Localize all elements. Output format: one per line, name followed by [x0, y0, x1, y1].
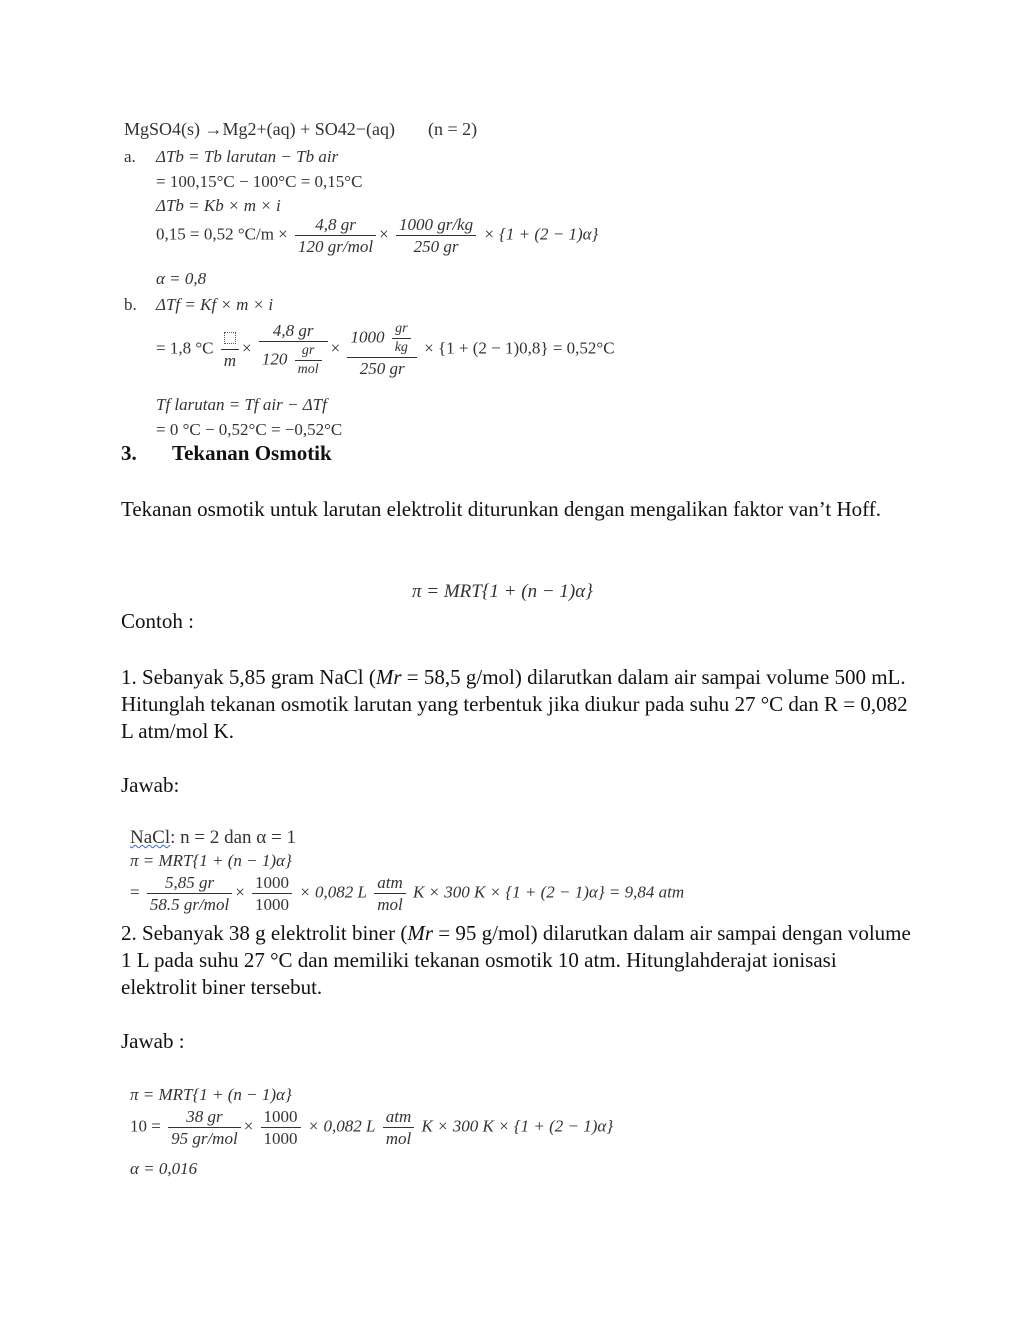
part-a-line-2: = 100,15°C − 100°C = 0,15°C: [156, 172, 363, 191]
fraction-mass-b-denominator: 120 $\frac{gr}{\text{mol}}$: [259, 342, 328, 377]
fraction-volume: [396, 216, 476, 255]
answer-2-label: Jawab :: [121, 1029, 185, 1053]
part-a-line-3: ΔTb = Kb × m × i: [156, 196, 281, 215]
question-2: 2. Sebanyak 38 g elektrolit biner (Mr = 95 g/mol) dilarutkan dalam air sampai dengan volume 1 L pada suhu 27 °C dan memiliki tekanan osmotik 10 atm. Hitunglahderajat ionisasi elektrolit biner tersebut.: [121, 921, 911, 999]
fraction-m: m: [223, 351, 237, 370]
fraction-mass-b-numerator: 4,8 gr: [259, 322, 328, 342]
fraction-mass-denominator: 120 gr/mol: [298, 237, 374, 256]
part-b-line-2-rhs: × {1 + (2 − 1)0,8} = 0,52°C: [424, 338, 615, 358]
fraction-volume-b-numerator: 1000 $\frac{gr}{kg}$: [347, 322, 416, 358]
ionization-solution-block: [0, 1080, 1024, 1190]
part-a-result: α = 0,8: [156, 269, 207, 288]
part-b-line-4: = 0 °C − 0,52°C = −0,52°C: [156, 420, 343, 439]
osmotic-pressure-formula: π = MRT{1 + (n − 1)α}: [412, 581, 593, 602]
mgso4-solution-block: [0, 0, 1024, 440]
ion-fraction-volume: $\frac{1000}{1000}$: [261, 1108, 301, 1147]
fraction-volume-numerator: 1000 gr/kg: [396, 216, 476, 236]
fraction-mass-numerator: 4,8 gr: [295, 216, 376, 236]
nacl-solution-block: [0, 820, 1024, 920]
ion-fraction-mass: $\frac{38 gr}{\text{95 gr/mol}}$: [168, 1108, 241, 1147]
nacl-fraction-mass: $\frac{5,85 gr}{\text{58.5 gr/mol}}$: [147, 874, 232, 913]
nacl-word: NaCl: [130, 827, 171, 848]
section-title: Tekanan Osmotik: [172, 441, 332, 465]
reaction-equation: MgSO4(s) →Mg2+(aq) + SO42−(aq): [124, 119, 395, 139]
fraction-volume-denominator: 250 gr: [413, 237, 459, 256]
nacl-line-1: NaCl: n = 2 dan α = 1: [130, 827, 296, 848]
fraction-mass: [295, 216, 376, 255]
section-number: 3.: [121, 441, 137, 465]
part-a-line-4: 0,15 = 0,52 °C/m × $\frac{4,8 gr}{\text{120 gr/mol}}$ × $\frac{1000 gr/kg}{250 gr}$ × {1 + (2 − 1)α}: [156, 215, 599, 256]
part-b-label: b.: [124, 295, 137, 314]
ion-line-2: 10 = $\frac{38 gr}{\text{95 gr/mol}}$ × $\frac{1000}{1000}$ × 0,082 L $\frac{\text{atm}}{\text{mol}}$ K × 300 K × {1 + (2 − 1)α}: [130, 1107, 614, 1148]
question-1: 1. Sebanyak 5,85 gram NaCl (Mr = 58,5 g/mol) dilarutkan dalam air sampai volume 500 mL. Hitunglah tekanan osmotik larutan yang terbentuk jika diukur pada suhu 27 °C dan R = 0,082 L atm/mol K.: [121, 665, 908, 743]
part-a-line-1: ΔTb = Tb larutan − Tb air: [156, 147, 339, 166]
ion-line-1: π = MRT{1 + (n − 1)α}: [130, 1085, 292, 1104]
fraction-placeholder-over-m: [221, 330, 239, 369]
answer-1-label: Jawab:: [121, 773, 180, 797]
nacl-line-2: π = MRT{1 + (n − 1)α}: [130, 851, 292, 870]
part-a-line-4-rhs: × {1 + (2 − 1)α}: [483, 224, 599, 244]
nacl-line-3: = $\frac{5,85 gr}{\text{58.5 gr/mol}}$ × $\frac{1000}{1000}$ × 0,082 L $\frac{\text{atm}}{\text{mol}}$ K × 300 K × {1 + (2 − 1)α} = 9,84 atm: [130, 873, 685, 914]
fraction-volume-b-denominator: 250 gr: [359, 359, 405, 378]
contoh-label: Contoh :: [121, 609, 194, 633]
part-b-line-1: ΔTf = Kf × m × i: [156, 295, 274, 314]
n-note: (n = 2): [428, 119, 478, 139]
part-a-line-4-lhs: 0,15 = 0,52 °C/m ×: [156, 224, 288, 244]
part-b-line-2-lhs: = 1,8 °C: [156, 338, 214, 358]
part-b-line-2: = 1,8 °C m × 4,8 gr 120 $\frac{gr}{\text{mol}}$ × 1000 $\frac{gr}{kg}$ 250 gr × {1 + (2 − 1)0,8} = 0,52°C: [156, 321, 615, 378]
placeholder-box: [224, 332, 236, 344]
part-b-line-3: Tf larutan = Tf air − ΔTf: [156, 395, 327, 414]
nacl-fraction-volume: $\frac{1000}{1000}$: [252, 874, 292, 913]
part-a-label: a.: [124, 147, 136, 166]
fraction-mass-b: [259, 322, 328, 377]
nacl-fraction-units: $\frac{\text{atm}}{\text{mol}}$: [374, 874, 406, 913]
fraction-volume-b: [347, 322, 416, 377]
intro-paragraph: Tekanan osmotik untuk larutan elektrolit diturunkan dengan mengalikan faktor van’t Hoff.: [121, 497, 881, 521]
ion-fraction-units: $\frac{\text{atm}}{\text{mol}}$: [383, 1108, 415, 1147]
ion-result: α = 0,016: [130, 1159, 198, 1178]
